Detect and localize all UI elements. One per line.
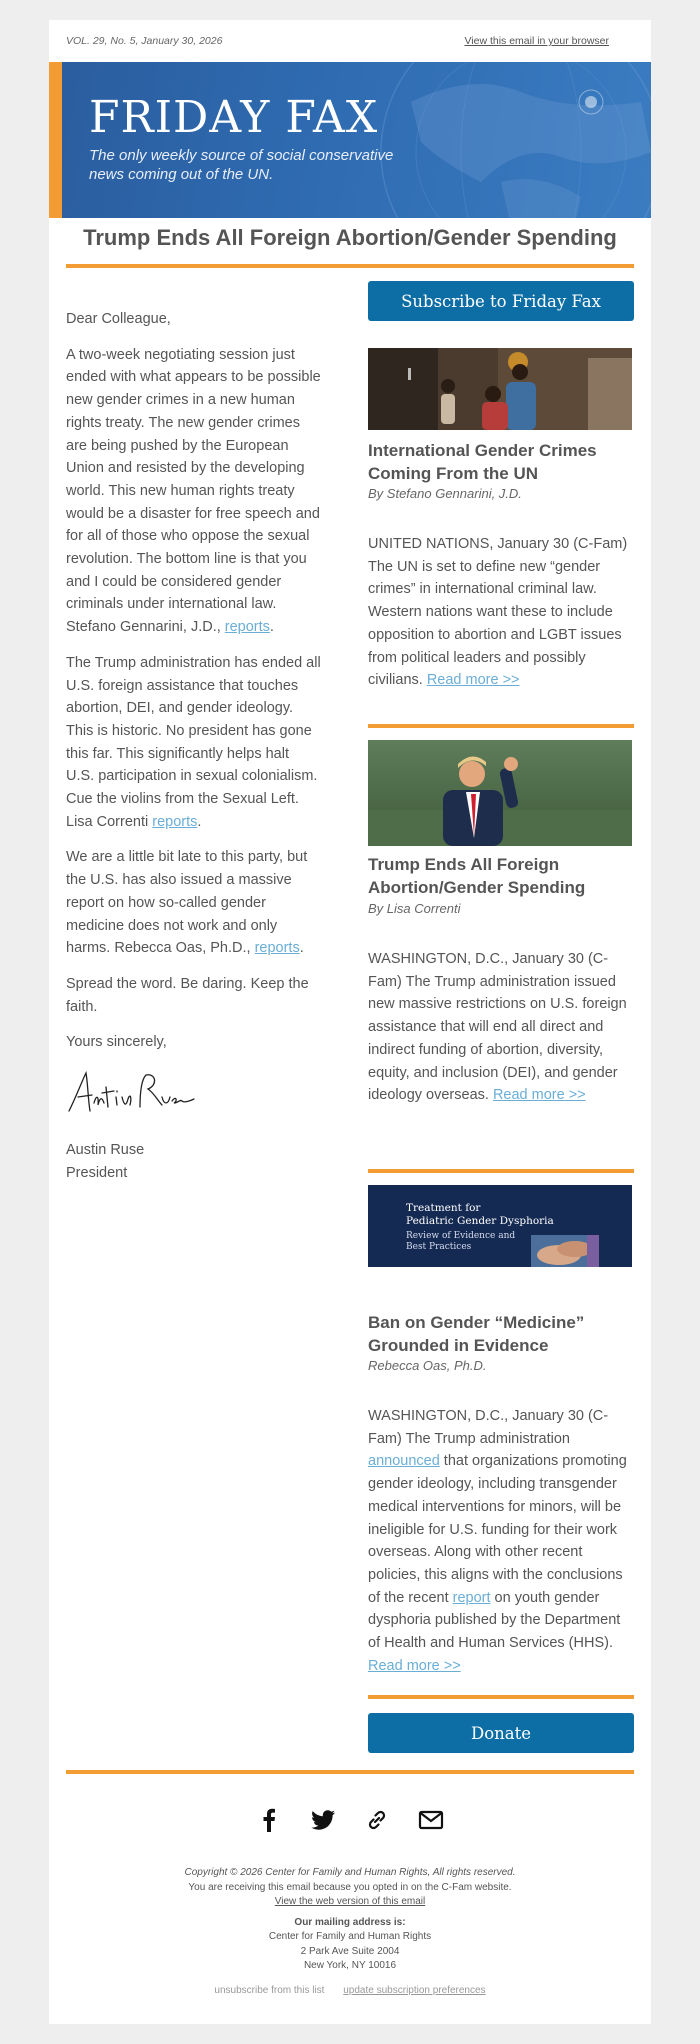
report-cover-subtitle-2: Best Practices <box>406 1242 472 1252</box>
donate-button[interactable]: Donate <box>368 1713 634 1753</box>
article-2-body: WASHINGTON, D.C., January 30 (C-Fam) The Trump administration issued new massive restrictions on U.S. foreign assistance that will end all direct and indirect funding of abortion, diversity, equity, and inclusion (DEI), and gender ideology overseas. Read more >> <box>368 951 627 1104</box>
letter-closing: Yours sincerely, <box>66 1034 167 1051</box>
article-1-title[interactable]: International Gender Crimes Coming From the UN <box>368 441 597 483</box>
hhs-report-link[interactable]: report <box>452 1589 491 1606</box>
view-in-browser-link[interactable]: View this email in your browser <box>464 35 609 47</box>
letter-paragraph-3: We are a little bit late to this party, but the U.S. has also issued a massive report on how so-called gender medicine does not work and only harms. Rebecca Oas, Ph.D., reports. <box>66 849 308 957</box>
opt-in-reason: You are receiving this email because you opted in on the C-Fam website. <box>188 1881 512 1893</box>
unsubscribe-link[interactable]: unsubscribe from this list <box>214 1984 325 1996</box>
article-3-read-more[interactable]: Read more >> <box>368 1657 461 1674</box>
headline-divider <box>66 264 634 268</box>
letter-paragraph-4: Spread the word. Be daring. Keep the faith. <box>66 975 309 1015</box>
mailing-street: 2 Park Ave Suite 2004 <box>300 1945 400 1957</box>
globe-graphic <box>351 62 651 218</box>
letter-paragraph-1: A two-week negotiating session just ended with what appears to be possible new gender crimes in a new human rights treaty. The new gender crimes are being pushed by the European Union and resisted by the developing world. This new human rights treaty would be a disaster for free speech and for all of those who oppose the sexual revolution. The bottom line is that you and I could be considered gender criminals under international law. Stefano Gennarini, J.D., reports. <box>66 346 321 636</box>
copyright-text: Copyright © 2026 Center for Family and Human Rights, All rights reserved. <box>184 1867 516 1878</box>
signature-image <box>66 1067 321 1127</box>
report-cover-title-2: Pediatric Gender Dysphoria <box>406 1215 554 1227</box>
facebook-icon[interactable] <box>255 1806 283 1834</box>
signatory-role: President <box>66 1164 128 1181</box>
report-cover-title-1: Treatment for <box>406 1202 481 1214</box>
signatory-name: Austin Ruse <box>66 1141 145 1158</box>
link-icon[interactable] <box>363 1806 391 1834</box>
article-divider-3 <box>368 1695 634 1699</box>
report-cover-subtitle-1: Review of Evidence and <box>406 1231 516 1241</box>
banner-accent-stripe <box>49 62 62 218</box>
footer-divider <box>66 1770 634 1774</box>
footer-links <box>49 1984 651 1999</box>
article-2-read-more[interactable]: Read more >> <box>492 1087 586 1104</box>
letter-greeting: Dear Colleague, <box>66 311 171 327</box>
article-2-photo[interactable] <box>368 740 632 846</box>
signatory <box>66 1139 321 1184</box>
reports-link-2[interactable]: reports <box>152 813 198 830</box>
main-headline: Trump Ends All Foreign Abortion/Gender Spending <box>83 225 617 250</box>
letter-paragraph-2: The Trump administration has ended all U.S. foreign assistance that touches abortion, DEI, and gender ideology. This is historic. No president has gone this far. This significantly helps halt U.S. participation in sexual colonialism. Cue the violins from the Sexual Left. Lisa Correnti reports. <box>66 654 321 830</box>
email-card <box>49 20 651 2024</box>
announced-link[interactable]: announced <box>368 1453 440 1470</box>
update-preferences-link[interactable]: update subscription preferences <box>343 1984 486 1996</box>
letter-column <box>66 308 321 1184</box>
article-1-photo[interactable] <box>368 348 632 430</box>
article-3-title[interactable]: Ban on Gender “Medicine” Grounded in Evidence <box>368 1313 585 1355</box>
twitter-icon[interactable] <box>309 1806 337 1834</box>
article-2-byline: By Lisa Correnti <box>368 901 461 916</box>
article-2-title[interactable]: Trump Ends All Foreign Abortion/Gender Spending <box>368 855 586 897</box>
mailing-org: Center for Family and Human Rights <box>268 1931 432 1942</box>
header-banner <box>49 62 651 218</box>
article-1-byline: By Stefano Gennarini, J.D. <box>368 486 522 501</box>
reports-link-1[interactable]: reports <box>224 619 270 636</box>
newsletter-tagline: The only weekly source of social conservative news coming out of the UN. <box>89 147 394 183</box>
newsletter-title: FRIDAY FAX <box>89 92 379 143</box>
volume-info: VOL. 29, No. 5, January 30, 2026 <box>66 35 223 47</box>
web-version-link[interactable]: View the web version of this email <box>274 1896 426 1907</box>
social-links <box>49 1806 651 1834</box>
mailing-city: New York, NY 10016 <box>303 1960 397 1971</box>
article-1-read-more[interactable]: Read more >> <box>426 672 520 689</box>
footer <box>49 1866 651 1998</box>
article-divider-2 <box>368 1169 634 1173</box>
email-icon[interactable] <box>417 1806 445 1834</box>
article-3-photo[interactable] <box>368 1185 632 1267</box>
report-cover-hands-image <box>531 1235 599 1267</box>
reports-link-3[interactable]: reports <box>254 940 300 957</box>
article-divider-1 <box>368 724 634 728</box>
article-1-body: UNITED NATIONS, January 30 (C-Fam) The UN is set to define new “gender crimes” in international criminal law. Western nations want these to include opposition to abortion and LGBT issues from political leaders and possibly civilians. Read more >> <box>368 536 628 689</box>
article-3-body: WASHINGTON, D.C., January 30 (C-Fam) The Trump administration announced that organizations promoting gender ideology, including transgender medical interventions for minors, will be ineligible for U.S. funding for their work overseas. Along with other recent policies, this aligns with the conclusions of the recent report on youth gender dysphoria published by the Department of Health and Human Services (HHS). Read more >> <box>368 1408 627 1674</box>
article-3-byline: Rebecca Oas, Ph.D. <box>368 1358 487 1373</box>
preheader <box>49 20 651 62</box>
subscribe-button[interactable]: Subscribe to Friday Fax <box>368 281 634 321</box>
mailing-address-header: Our mailing address is: <box>294 1916 406 1928</box>
